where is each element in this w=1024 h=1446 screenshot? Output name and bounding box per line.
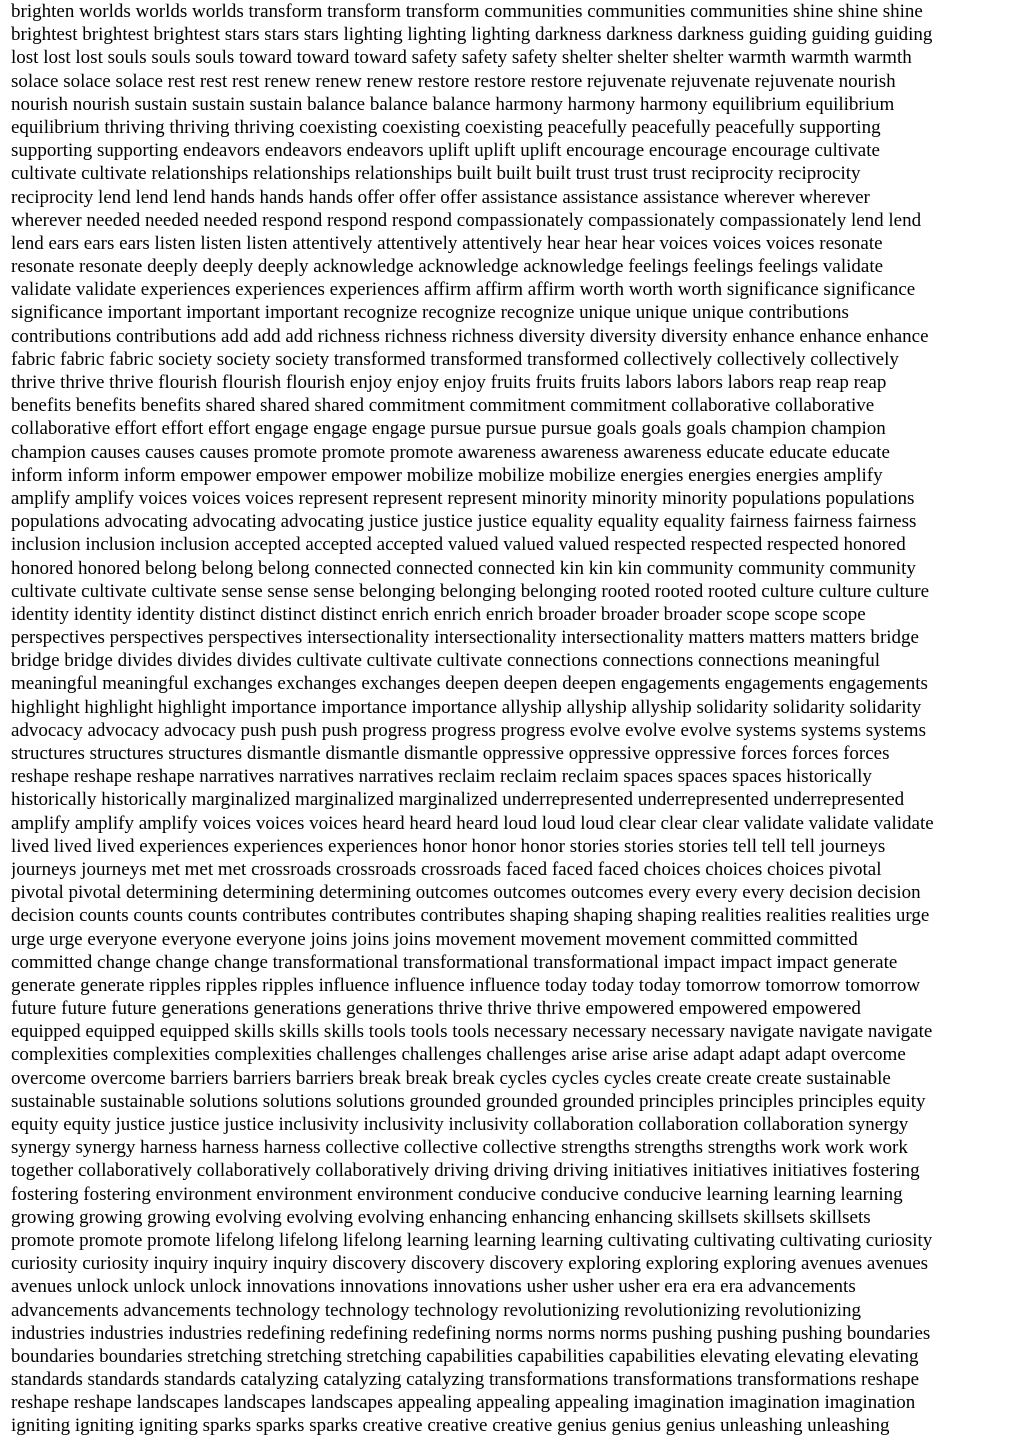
text-line: avenues unlock unlock unlock innovations innovations innovations usher usher usher era era era advancements	[11, 1276, 856, 1298]
text-line: fabric fabric fabric society society society transformed transformed transformed collectively collectively collectively	[11, 348, 899, 370]
text-line: sustainable sustainable solutions solutions solutions grounded grounded grounded principles principles principles equity	[11, 1090, 926, 1112]
text-line: lend ears ears ears listen listen listen attentively attentively attentively hear hear hear voices voices voices resonate	[11, 232, 883, 254]
text-line: inclusion inclusion inclusion accepted accepted accepted valued valued valued respected respected respected honored	[11, 534, 906, 556]
text-line: future future future generations generations generations thrive thrive thrive empowered empowered empowered	[11, 998, 861, 1020]
text-line: fostering fostering environment environment environment conducive conducive conducive learning learning learning	[11, 1183, 903, 1205]
text-line: structures structures structures dismantle dismantle dismantle oppressive oppressive oppressive forces forces forces	[11, 743, 890, 764]
text-line: nourish nourish sustain sustain sustain balance balance balance harmony harmony harmony equilibrium equilibrium	[11, 93, 895, 115]
text-line: brightest brightest brightest stars stars stars lighting lighting lighting darkness darkness darkness guiding guiding guiding	[11, 24, 933, 46]
text-line: reshape reshape reshape narratives narratives narratives reclaim reclaim reclaim spaces spaces spaces historically	[11, 766, 872, 788]
text-line: equilibrium thriving thriving thriving coexisting coexisting coexisting peacefully peacefully peacefully supporting	[11, 116, 881, 138]
text-line: honored honored belong belong belong connected connected connected kin kin kin community community community	[11, 557, 916, 579]
text-line: inform inform inform empower empower empower mobilize mobilize mobilize energies energies energies amplify	[11, 464, 883, 486]
text-line: synergy synergy harness harness harness collective collective collective strengths strengths strengths work work work	[11, 1137, 908, 1159]
text-line: promote promote promote lifelong lifelong lifelong learning learning learning cultivating cultivating cultivating curiosity	[11, 1229, 933, 1251]
text-line: pivotal pivotal determining determining determining outcomes outcomes outcomes every every every decision decision	[11, 882, 921, 904]
text-line: populations advocating advocating advocating justice justice justice equality equality equality fairness fairness fairness	[11, 511, 917, 533]
text-line: collaborative effort effort effort engage engage engage pursue pursue pursue goals goals goals champion champion	[11, 418, 886, 440]
text-line: standards standards standards catalyzing catalyzing catalyzing transformations transformations transformations reshape	[11, 1369, 920, 1391]
text-line: complexities complexities complexities challenges challenges challenges arise arise arise adapt adapt adapt overcome	[11, 1044, 906, 1066]
text-line: validate validate experiences experiences experiences affirm affirm affirm worth worth worth significance significance	[11, 279, 916, 301]
text-line: advancements advancements technology technology technology revolutionizing revolutionizing revolutionizing	[11, 1299, 862, 1321]
text-line: curiosity curiosity inquiry inquiry inquiry discovery discovery discovery exploring exploring exploring avenues avenues	[11, 1253, 929, 1275]
text-line: equipped equipped equipped skills skills skills tools tools tools necessary necessary necessary navigate navigate navigate	[11, 1021, 933, 1043]
text-line: journeys journeys met met met crossroads crossroads crossroads faced faced faced choices choices choices pivotal	[11, 858, 882, 880]
text-line: lost lost lost souls souls souls toward toward toward safety safety safety shelter shelter shelter warmth warmth warmth	[11, 47, 912, 69]
text-line: cultivate cultivate relationships relationships relationships built built built trust trust trust reciprocity reciprocity	[11, 163, 861, 185]
text-line: solace solace solace rest rest rest renew renew renew restore restore restore rejuvenate rejuvenate rejuvenate nourish	[11, 70, 896, 92]
text-line: perspectives perspectives perspectives intersectionality intersectionality intersectionality matters matters matters bridge	[11, 627, 919, 649]
text-line: highlight highlight highlight importance importance importance allyship allyship allyship solidarity solidarity solidarity	[11, 696, 922, 718]
text-line: historically historically marginalized marginalized marginalized underrepresented underrepresented underrepresented	[11, 789, 905, 811]
text-line: generate generate ripples ripples ripples influence influence influence today today today tomorrow tomorrow tomorrow	[11, 974, 921, 996]
text-line: boundaries boundaries stretching stretching stretching capabilities capabilities capabilities elevating elevating elevating	[11, 1345, 919, 1367]
text-line: advocacy advocacy advocacy push push push progress progress progress evolve evolve evolve systems systems systems	[11, 719, 926, 741]
text-line: supporting supporting endeavors endeavors endeavors uplift uplift uplift encourage encourage encourage cultivate	[11, 140, 880, 162]
text-line: amplify amplify voices voices voices represent represent represent minority minority minority populations populations	[11, 487, 915, 509]
text-line: overcome overcome barriers barriers barriers break break break cycles cycles cycles create create create sustainable	[11, 1067, 891, 1089]
text-line: cultivate cultivate cultivate sense sense sense belonging belonging belonging rooted rooted rooted culture culture culture	[11, 580, 930, 602]
text-line: bridge bridge divides divides divides cultivate cultivate cultivate connections connections connections meaningful	[11, 650, 881, 672]
text-line: industries industries industries redefining redefining redefining norms norms norms pushing pushing pushing boundaries	[11, 1322, 931, 1344]
text-line: lived lived lived experiences experiences experiences honor honor honor stories stories stories tell tell tell journeys	[11, 835, 886, 857]
text-line: champion causes causes causes promote promote promote awareness awareness awareness educate educate educate	[11, 441, 890, 463]
text-line: thrive thrive thrive flourish flourish flourish enjoy enjoy enjoy fruits fruits fruits labors labors labors reap reap reap	[11, 372, 887, 393]
text-line: wherever needed needed needed respond respond respond compassionately compassionately compassionately lend lend	[11, 209, 922, 231]
text-line: benefits benefits benefits shared shared shared commitment commitment commitment collaborative collaborative	[11, 395, 875, 417]
text-line: together collaboratively collaboratively collaboratively driving driving driving initiatives initiatives initiatives fostering	[11, 1160, 920, 1182]
text-line: decision counts counts counts contributes contributes contributes shaping shaping shaping realities realities realities urge	[11, 905, 930, 927]
text-line: resonate resonate deeply deeply deeply acknowledge acknowledge acknowledge feelings feelings feelings validate	[11, 256, 884, 278]
text-line: committed change change change transformational transformational transformational impact impact impact generate	[11, 951, 898, 973]
text-line: reciprocity lend lend lend hands hands hands offer offer offer assistance assistance assistance wherever wherever	[11, 186, 870, 208]
text-line: contributions contributions add add add richness richness richness diversity diversity diversity enhance enhance enhance	[11, 325, 929, 347]
text-line: equity equity justice justice justice inclusivity inclusivity inclusivity collaboration collaboration collaboration synergy	[11, 1114, 909, 1135]
text-line: reshape reshape landscapes landscapes landscapes appealing appealing appealing imagination imagination imagination	[11, 1392, 916, 1414]
text-line: igniting igniting igniting sparks sparks sparks creative creative creative genius genius genius unleashing unleashing	[11, 1415, 890, 1437]
text-line: urge urge everyone everyone everyone joins joins joins movement movement movement committed committed	[11, 928, 858, 950]
text-line: growing growing growing evolving evolving evolving enhancing enhancing enhancing skillsets skillsets skillsets	[11, 1206, 871, 1228]
text-line: identity identity identity distinct distinct distinct enrich enrich enrich broader broader broader scope scope scope	[11, 603, 866, 625]
text-line: amplify amplify amplify voices voices voices heard heard heard loud loud loud clear clear clear validate validate validate	[11, 812, 934, 834]
text-line: meaningful meaningful exchanges exchanges exchanges deepen deepen deepen engagements engagements engagements	[11, 673, 928, 695]
text-line: brighten worlds worlds worlds transform transform transform communities communities communities shine shine shine	[11, 1, 923, 22]
text-line: significance important important important recognize recognize recognize unique unique unique contributions	[11, 302, 849, 324]
body-text	[11, 0, 1017, 1438]
